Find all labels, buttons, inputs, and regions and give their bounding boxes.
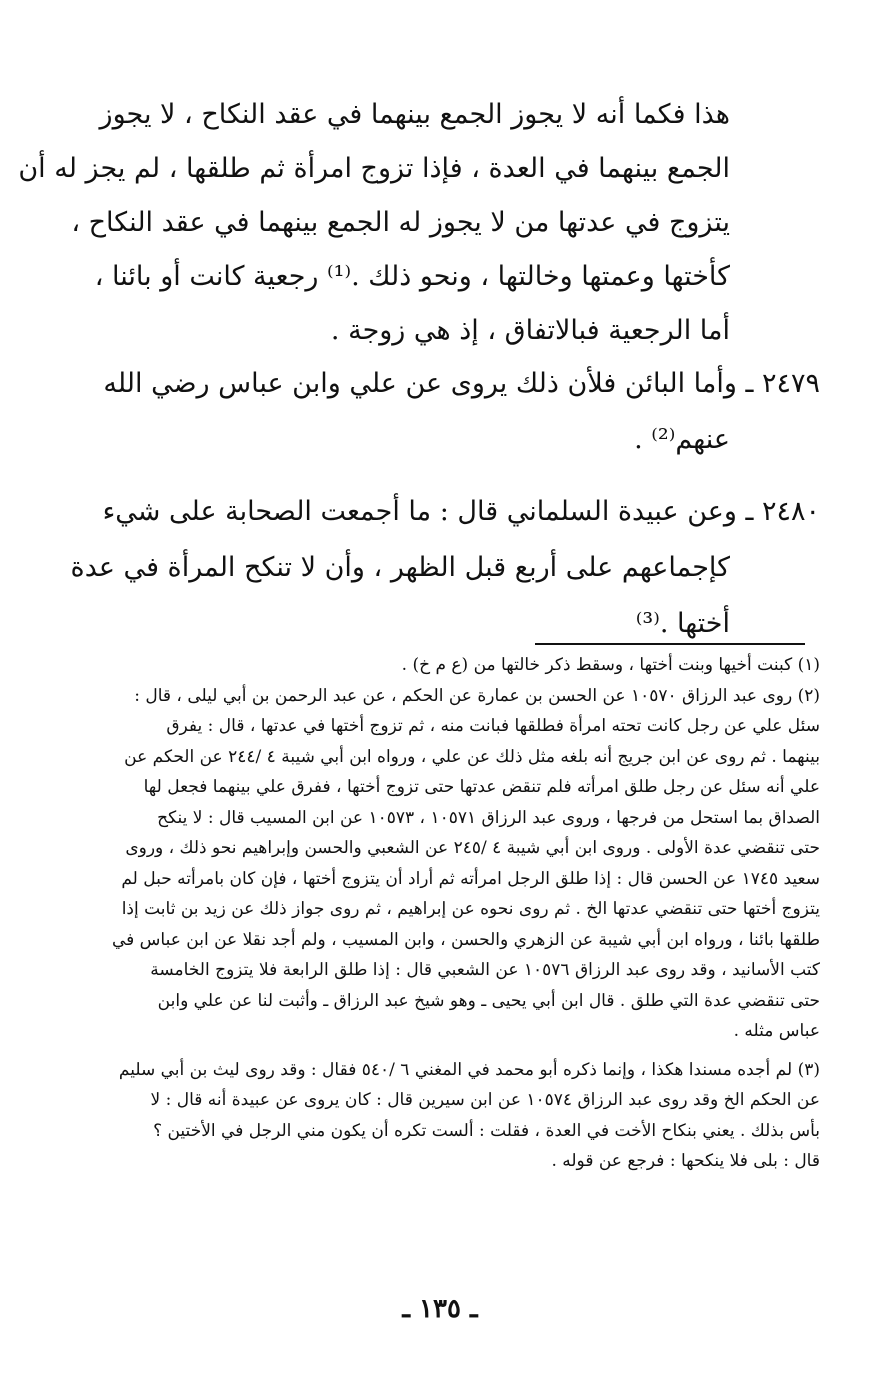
footnotes — [110, 650, 820, 1177]
footnote-3-line: قال : بلى فلا ينكحها : فرجع عن قوله . — [551, 1151, 820, 1171]
footnote-1-line: (١) كبنت أخيها وبنت أختها ، وسقط ذكر خالتها من (ع م خ) . — [401, 655, 820, 675]
entry-line: عنهم⁽²⁾ . — [634, 424, 730, 455]
footnote-2-line: (٢) روى عبد الرزاق ١٠٥٧٠ عن الحسن بن عمارة عن الحكم ، عن عبد الرحمن بن أبي ليلى ، قال : — [134, 685, 820, 706]
entry-2479 — [103, 356, 820, 468]
footnote-2-line: حتى تنقضي عدة الأولى . وروى ابن أبي شيبة ٤ /٢٤٥ عن الشعبي والحسن وإبراهيم نحو ذلك ، وروى — [125, 838, 820, 858]
footnote-3-line: عن الحكم الخ وقد روى عبد الرزاق ١٠٥٧٤ عن ابن سيرين قال : كان يروى عن عبيدة أنه قال : لا — [150, 1090, 820, 1110]
text-line: هذا فكما أنه لا يجوز الجمع بينهما في عقد النكاح ، لا يجوز — [99, 99, 730, 130]
footnote-2-line: سئل علي عن رجل كانت تحته امرأة فطلقها فبانت منه ، ثم تزوج أختها في عدتها ، قال : يفرق — [166, 716, 820, 736]
text-line: يتزوج في عدتها من لا يجوز له الجمع بينهما في عقد النكاح ، — [71, 207, 730, 238]
footnote-2-line: كتب الأسانيد ، وقد روى عبد الرزاق ١٠٥٧٦ عن الشعبي قال : إذا طلق الرابعة فلا يتزوج الخامسة — [150, 960, 820, 980]
entry-line: كإجماعهم على أربع قبل الظهر ، وأن لا تنكح المرأة في عدة — [70, 552, 730, 583]
footnote-2-line: سعيد ١٧٤٥ عن الحسن قال : إذا طلق الرجل امرأته ثم أراد أن يتزوج أختها ، فإن كان بامرأته حبل لم — [121, 868, 820, 889]
footnote-2-line: يتزوج أختها حتى تنقضي عدتها الخ . ثم روى نحوه عن إبراهيم ، ثم روى جواز ذلك عن زيد بن ثابت إذا — [121, 899, 820, 919]
text-line: كأختها وعمتها وخالتها ، ونحو ذلك .⁽¹⁾ رجعية كانت أو بائنا ، — [94, 261, 730, 292]
footnote-divider — [535, 643, 805, 645]
entry-2480 — [70, 484, 820, 652]
text-line: الجمع بينهما في العدة ، فإذا تزوج امرأة ثم طلقها ، لم يجز له أن — [18, 153, 730, 184]
footnote-gap — [110, 1047, 820, 1055]
entry-line: أختها .⁽³⁾ — [635, 608, 730, 639]
entry-line: ٢٤٧٩ ـ وأما البائن فلأن ذلك يروى عن علي وابن عباس رضي الله — [103, 368, 820, 399]
footnote-2-line: حتى تنقضي عدة التي طلق . قال ابن أبي يحيى ـ وهو شيخ عبد الرزاق ـ وأثبت لنا عن علي وابن — [157, 990, 820, 1011]
text-line: أما الرجعية فبالاتفاق ، إذ هي زوجة . — [330, 315, 730, 346]
footnote-3-line: (٣) لم أجده مسندا هكذا ، وإنما ذكره أبو محمد في المغني ٦ /٥٤٠ فقال : وقد روى ليث بن أبي سليم — [118, 1059, 820, 1080]
footnote-3-line: بأس بذلك . يعني بنكاح الأخت في العدة ، فقلت : ألست تكره أن يكون مني الرجل في الأختين ؟ — [153, 1120, 820, 1141]
footnote-2-line: بينهما . ثم روى عن ابن جريج أنه بلغه مثل ذلك عن علي ، ورواه ابن أبي شيبة ٤ /٢٤٤ عن الحكم عن — [124, 746, 820, 767]
footnote-2-line: علي أنه سئل عن رجل طلق امرأته فلم تنقض عدتها حتى تزوج أختها ، ففرق علي بينهما فجعل لها — [143, 777, 820, 797]
footnote-2-line: طلقها بائنا ، ورواه ابن أبي شيبة عن الزهري والحسن ، وابن المسيب ، ولم أجد نقلا عن ابن عباس في — [111, 929, 820, 950]
page-number: ـ ١٣٥ ـ — [402, 1294, 478, 1324]
entry-line: ٢٤٨٠ ـ وعن عبيدة السلماني قال : ما أجمعت الصحابة على شيء — [102, 496, 820, 527]
footnote-2-line: الصداق بما استحل من فرجها ، وروى عبد الرزاق ١٠٥٧١ ، ١٠٥٧٣ عن ابن المسيب قال : لا ينكح — [157, 807, 820, 828]
main-text — [18, 88, 730, 358]
footnote-2-line: عباس مثله . — [733, 1021, 820, 1041]
